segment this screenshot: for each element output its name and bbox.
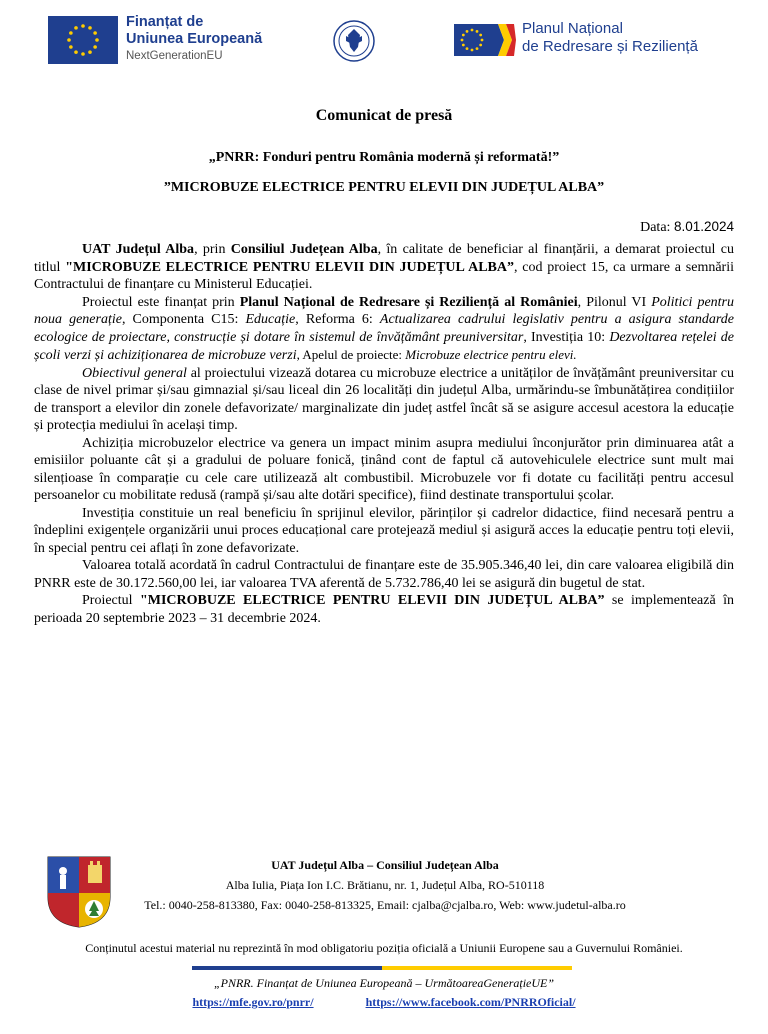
eu-star-icon: [69, 45, 73, 49]
pnrr-star-icon: [466, 30, 469, 33]
footer-divider-blue: [192, 966, 382, 970]
p1-text: , în calitate de beneficiar al finanțării, a demarat proiectul cu titlul: [34, 242, 734, 275]
eu-star-icon: [74, 50, 78, 54]
pnrr-star-icon: [466, 47, 469, 50]
paragraph-3: [34, 365, 734, 435]
p2-italic: Dezvoltarea rețelei de școli verzi și achiziționarea de microbuze verzi: [34, 329, 734, 363]
p7-project-name: "MICROBUZE ELECTRICE PENTRU ELEVII DIN JUDEȚUL ALBA”: [139, 593, 605, 608]
pnrr-star-icon: [471, 29, 474, 32]
paragraph-5: Investiția constituie un real beneficiu în sprijinul elevilor, părinților și cadrelor didactice, fiind necesară pentru a îndeplini exigențele organizării unui proces educațional care protejează mediul și asigură acces la educație pentru toți elevii, în special pentru cei aflați în zone defavorizate.: [34, 505, 734, 556]
p7-text: se implementează în perioada 20 septembrie 2023 – 31 decembrie 2024.: [34, 593, 734, 626]
date-line: [640, 219, 734, 236]
p1-project-name: "MICROBUZE ELECTRICE PENTRU ELEVII DIN JUDEȚUL ALBA”: [65, 259, 514, 275]
p2-text: , Reforma 6:: [295, 312, 380, 327]
p3-italic: Obiectivul general: [82, 365, 187, 381]
eu-funding-label: [126, 14, 262, 64]
pnrr-star-icon: [476, 47, 479, 50]
pnrr-star-icon: [481, 39, 484, 42]
eu-star-icon: [93, 45, 97, 49]
p2-text: , Investiția 10:: [523, 329, 610, 345]
pnrr-star-icon: [471, 49, 474, 52]
mfe-link[interactable]: https://mfe.gov.ro/pnrr/: [192, 995, 314, 1009]
document-subtitle: „PNRR: Fonduri pentru România modernă și reformată!”: [208, 150, 560, 165]
eu-label-line3: NextGenerationEU: [126, 50, 223, 62]
eu-star-icon: [93, 31, 97, 35]
p2-italic: Microbuze electrice pentru elevi.: [405, 347, 577, 362]
p1-council: Consiliul Județean Alba: [230, 242, 378, 257]
press-release-body: [34, 241, 734, 627]
footer-divider-yellow: [382, 966, 572, 970]
eu-flag-logo: [48, 16, 118, 64]
pnrr-star-icon: [461, 39, 464, 42]
footer-links: [0, 995, 768, 1010]
footer-address: Alba Iulia, Piața Ion I.C. Brătianu, nr. 1, Județul Alba, RO-510118: [225, 878, 545, 892]
paragraph-4: Achiziția microbuzelor electrice va genera un impact minim asupra mediului înconjurător prin diminuarea atât a emisiilor poluante cât și a gradului de poluare fonică, ținând cont de faptul că autovehiculele electrice sunt mult mai silențioase în comparație cu cele care utilizează alt combustibil. Microbuzele vor fi dotate cu facilități pentru accesul persoanelor cu mobilitate redusă (rampă și/sau alte dotări specifice), fiind destinate transportului școlar.: [34, 435, 734, 503]
pnrr-star-icon: [479, 44, 482, 47]
eu-star-icon: [81, 24, 85, 28]
p2-text: , Pilonul VI: [577, 294, 652, 310]
p3-text: al proiectului vizează dotarea cu microbuze electrice a unităților de învățământ preuniversitar cu clase de nivel primar și/sau gimnazial și/sau liceal din 26 localități din județul Alba, urmărindu-se îmbunătățirea condițiilor de transport a elevilor din zonele defavorizate/ marginalizate din județ astfel încât să se asigure accesul acestora la educație și protecția mediului în același timp.: [34, 365, 735, 433]
pnrr-logo: [454, 22, 516, 58]
eu-star-icon: [88, 50, 92, 54]
footer-contact: [120, 855, 650, 915]
eu-label-line2: Uniunea Europeană: [126, 31, 263, 47]
eu-star-icon: [69, 31, 73, 35]
date-label: Data:: [640, 220, 674, 235]
eu-star-icon: [81, 52, 85, 56]
p2-italic: Politici pentru noua generație: [34, 294, 735, 327]
eu-star-icon: [95, 38, 99, 42]
alba-county-crest-icon: [44, 853, 114, 929]
p2-pnrr-name: Planul Național de Redresare și Reziliență al României: [239, 294, 578, 310]
government-seal-logo: [333, 16, 375, 66]
footer-contact-line: Tel.: 0040-258-813380, Fax: 0040-258-813325, Email: cjalba@cjalba.ro, Web: www.judetul-alba.ro: [144, 898, 626, 912]
p1-beneficiary: UAT Județul Alba: [82, 242, 195, 257]
paragraph-7: [34, 592, 734, 627]
project-title: ”MICROBUZE ELECTRICE PENTRU ELEVII DIN JUDEȚUL ALBA”: [163, 180, 605, 195]
p7-text: Proiectul: [82, 593, 140, 608]
paragraph-2: [34, 294, 734, 365]
pnrr-label: [522, 20, 698, 56]
p2-italic: Actualizarea cadrului legislativ pentru a asigura standarde ecologice de proiectare, construcție și dotare în sistemul de învățământ preuniversitar: [34, 312, 735, 345]
p1-text: , cod proiect 15, ca urmare a semnării Contractului de finanțare cu Ministerul Educației.: [34, 259, 734, 292]
eu-star-icon: [74, 26, 78, 30]
document-title: Comunicat de presă: [315, 107, 453, 124]
p2-text: Proiectul este finanțat prin: [82, 294, 240, 310]
p2-italic: Educație: [245, 312, 296, 327]
pnrr-star-icon: [462, 34, 465, 37]
pnrr-star-icon: [476, 30, 479, 33]
eu-star-icon: [88, 26, 92, 30]
eu-star-icon: [67, 38, 71, 42]
footer-tagline: „PNRR. Finanțat de Uniunea Europeană – UrmătoareaGenerațieUE”: [213, 976, 555, 990]
pnrr-star-icon: [479, 34, 482, 37]
p2-text: , Apelul de proiecte:: [296, 347, 406, 362]
footer-disclaimer: Conținutul acestui material nu reprezintă în mod obligatoriu poziția oficială a Uniunii Europene sau a Guvernului României.: [85, 941, 683, 955]
paragraph-1: [34, 241, 734, 294]
pnrr-label-line2: de Redresare și Reziliență: [522, 38, 698, 55]
footer-org: UAT Județul Alba – Consiliul Județean Alba: [271, 858, 499, 872]
facebook-link[interactable]: https://www.facebook.com/PNRROficial/: [365, 995, 576, 1009]
p1-text: , prin: [194, 242, 231, 257]
pnrr-star-icon: [462, 44, 465, 47]
p2-text: , Componenta C15:: [121, 312, 246, 327]
pnrr-label-line1: Planul Național: [522, 20, 623, 37]
paragraph-6: Valoarea totală acordată în cadrul Contractului de finanțare este de 35.905.346,40 lei, din care valoarea eligibilă din PNRR este de 30.172.560,00 lei, iar valoarea TVA aferentă de 5.732.786,40 lei se asigură din bugetul de stat.: [34, 558, 734, 591]
eu-label-line1: Finanțat de: [126, 14, 204, 30]
date-value: 8.01.2024: [673, 219, 734, 234]
